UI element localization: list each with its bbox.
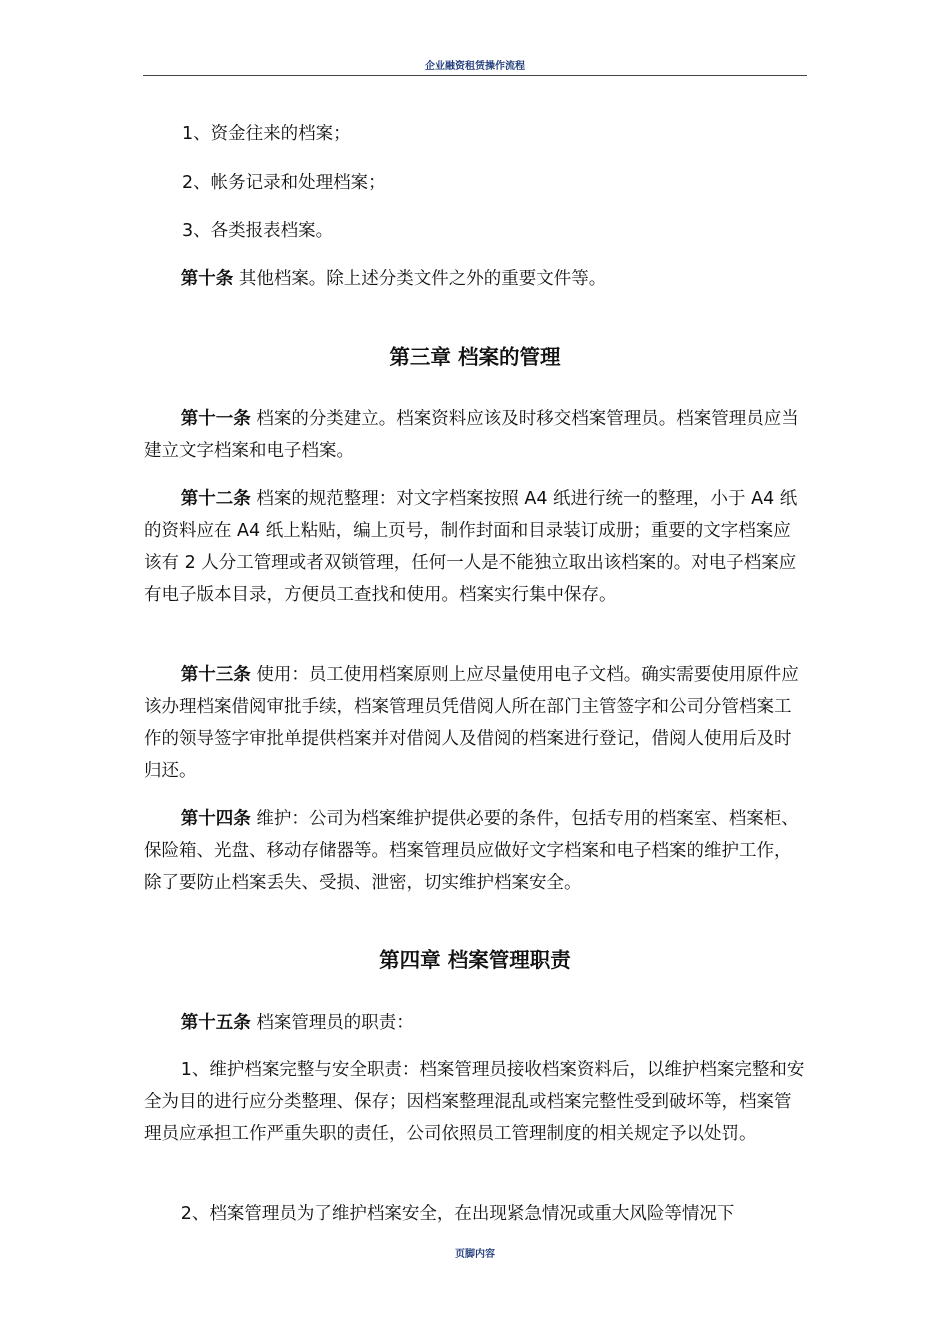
article-10 [144, 263, 806, 295]
duty-1: 1、维护档案完整与安全职责：档案管理员接收档案资料后，以维护档案完整和安全为目的进行应分类整理、保存；因档案整理混乱或档案完整性受到破坏等，档案管理员应承担工作严重失职的责任，公司依照员工管理制度的相关规定予以处罚。 [144, 1060, 805, 1144]
article-13 [144, 659, 806, 787]
article-label: 第十四条 [180, 809, 251, 829]
article-11 [144, 403, 806, 467]
article-label: 第十五条 [180, 1013, 251, 1033]
article-14 [144, 803, 806, 899]
article-text: 使用：员工使用档案原则上应尽量使用电子文档。确实需要使用原件应该办理档案借阅审批手续，档案管理员凭借阅人所在部门主管签字和公司分管档案工作的领导签字审批单提供档案并对借阅人及借阅的档案进行登记，借阅人使用后及时归还。 [144, 665, 799, 781]
article-15 [144, 1007, 806, 1039]
article-label: 第十三条 [180, 665, 251, 685]
list-item: 3、各类报表档案。 [182, 221, 334, 241]
chapter-3-title: 第三章 档案的管理 [389, 345, 561, 369]
article-text: 档案的规范整理：对文字档案按照 A4 纸进行统一的整理，小于 A4 纸的资料应在 A4 纸上粘贴，编上页号，制作封面和目录装订成册；重要的文字档案应该有 2 人分工管理或者双锁管理，任何一人是不能独立取出该档案的。对电子档案应有电子版本目录，方便员工查找和使用。档案实行集中保存。 [144, 489, 798, 605]
article-text: 档案的分类建立。档案资料应该及时移交档案管理员。档案管理员应当建立文字档案和电子档案。 [144, 409, 799, 461]
article-label: 第十条 [180, 269, 234, 289]
article-text: 其他档案。除上述分类文件之外的重要文件等。 [233, 269, 607, 289]
page-footer: 页脚内容 [455, 1249, 495, 1260]
duty-2: 2、档案管理员为了维护档案安全，在出现紧急情况或重大风险等情况下 [180, 1204, 735, 1224]
article-text: 档案管理员的职责： [250, 1013, 414, 1033]
article-12 [144, 483, 806, 611]
page-header: 企业融资租赁操作流程 [143, 57, 807, 76]
list-item: 2、帐务记录和处理档案； [182, 173, 386, 193]
article-text: 维护：公司为档案维护提供必要的条件，包括专用的档案室、档案柜、保险箱、光盘、移动存储器等。档案管理员应做好文字档案和电子档案的维护工作，除了要防止档案丢失、受损、泄密，切实维护档案安全。 [144, 809, 799, 893]
list-item: 1、资金往来的档案； [182, 124, 351, 144]
chapter-4-title: 第四章 档案管理职责 [379, 948, 571, 972]
article-label: 第十一条 [180, 409, 251, 429]
article-label: 第十二条 [180, 489, 251, 509]
